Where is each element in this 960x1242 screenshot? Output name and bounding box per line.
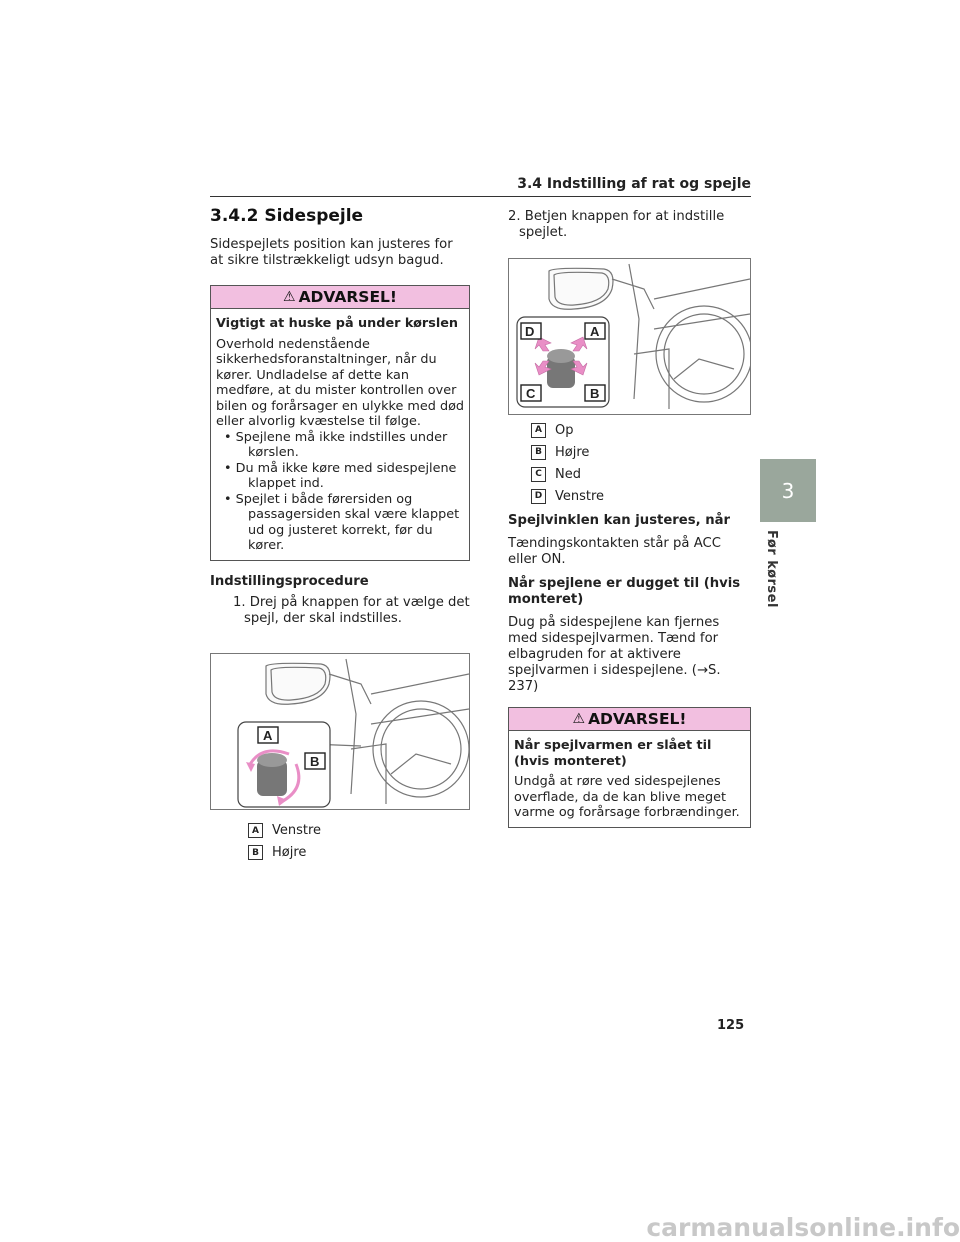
legend-text: Højre [272, 845, 307, 860]
legend-row [248, 820, 470, 842]
figure-legend-left [210, 820, 470, 864]
warning-triangle-icon: ⚠ [283, 289, 296, 305]
svg-text:A: A [263, 727, 273, 743]
warning-body [211, 309, 469, 554]
step-1: 1. Drej på knappen for at vælge det spejl, der skal indstilles. [233, 594, 470, 626]
warning-body [509, 731, 750, 821]
legend-key: B [531, 445, 546, 460]
warning-subhead: Når spejlvarmen er slået til (hvis monteret) [514, 738, 712, 769]
legend-row [531, 485, 751, 507]
adjust-text: Tændingskontakten står på ACC eller ON. [508, 536, 721, 567]
legend-text: Højre [555, 444, 590, 460]
left-column [210, 206, 470, 864]
legend-row [531, 463, 751, 485]
intro-text: Sidespejlets position kan justeres for at sikre tilstrækkeligt udsyn bagud. [210, 237, 453, 268]
section-header: 3.4 Indstilling af rat og spejle [517, 176, 751, 192]
warning-text: Overhold nedenstående sikkerhedsforanstaltninger, når du kører. Undladelse af dette kan medføre, at du mister kontrollen over bilen og forårsager en ulykke med død eller alvorlig kvæstelse til følge. [216, 336, 465, 429]
defog-text: Dug på sidespejlene kan fjernes med sidespejlvarmen. Tænd for elbagruden for at aktivere spejlvarmen i sidespejlene. (→S. 237) [508, 615, 721, 694]
warning-bullet: • Spejlene må ikke indstilles under kørslen. [224, 429, 448, 460]
figure-legend-right [508, 419, 751, 507]
right-column [508, 206, 751, 828]
warning-subhead: Vigtigt at huske på under kørslen [216, 316, 459, 331]
legend-key: D [531, 489, 546, 504]
legend-text: Op [555, 422, 574, 438]
warning-bullets [216, 430, 465, 554]
legend-row [531, 441, 751, 463]
warning-header-label: ADVARSEL! [588, 710, 687, 728]
warning-box-2 [508, 707, 751, 828]
legend-row [248, 842, 470, 864]
warning-header-label: ADVARSEL! [298, 288, 397, 306]
legend-text: Venstre [272, 823, 322, 838]
figure-mirror-select [210, 653, 470, 810]
warning-box [210, 285, 470, 561]
svg-text:D: D [525, 324, 535, 339]
svg-text:B: B [310, 753, 320, 769]
watermark: carmanualsonline.info [646, 1213, 960, 1242]
page-number: 125 [717, 1018, 745, 1033]
mirror-select-illustration [211, 654, 470, 809]
legend-text: Ned [555, 466, 581, 482]
figure-mirror-adjust [508, 258, 751, 415]
chapter-tab-label: Før kørsel [764, 530, 779, 608]
svg-text:C: C [526, 386, 536, 401]
legend-key: A [248, 823, 263, 838]
chapter-tab: 3 [760, 459, 816, 522]
legend-key: C [531, 467, 546, 482]
legend-text: Venstre [555, 488, 605, 504]
section-title: 3.4.2 Sidespejle [210, 206, 364, 226]
legend-key: A [531, 423, 546, 438]
mirror-adjust-illustration [509, 259, 751, 414]
header-rule [210, 196, 751, 197]
warning-text: Undgå at røre ved sidespejlenes overflade, da de kan blive meget varme og forårsage forbrændinger. [514, 774, 740, 820]
defog-title: Når spejlene er dugget til (hvis monteret) [508, 576, 741, 607]
legend-row [531, 419, 751, 441]
legend-key: B [248, 845, 263, 860]
step-2: 2. Betjen knappen for at indstille spejlet. [508, 209, 725, 240]
adjust-title: Spejlvinklen kan justeres, når [508, 513, 730, 528]
warning-triangle-icon: ⚠ [572, 711, 586, 727]
warning-bullet: • Spejlet i både førersiden og passagersiden skal være klappet ud og justeret korrekt, før du kører. [224, 491, 460, 553]
warning-header [211, 286, 469, 309]
procedure-title: Indstillingsprocedure [210, 573, 369, 589]
svg-text:A: A [590, 324, 600, 339]
warning-bullet: • Du må ikke køre med sidespejlene klappet ind. [224, 460, 457, 491]
warning-header [509, 708, 750, 731]
svg-text:B: B [590, 386, 600, 401]
